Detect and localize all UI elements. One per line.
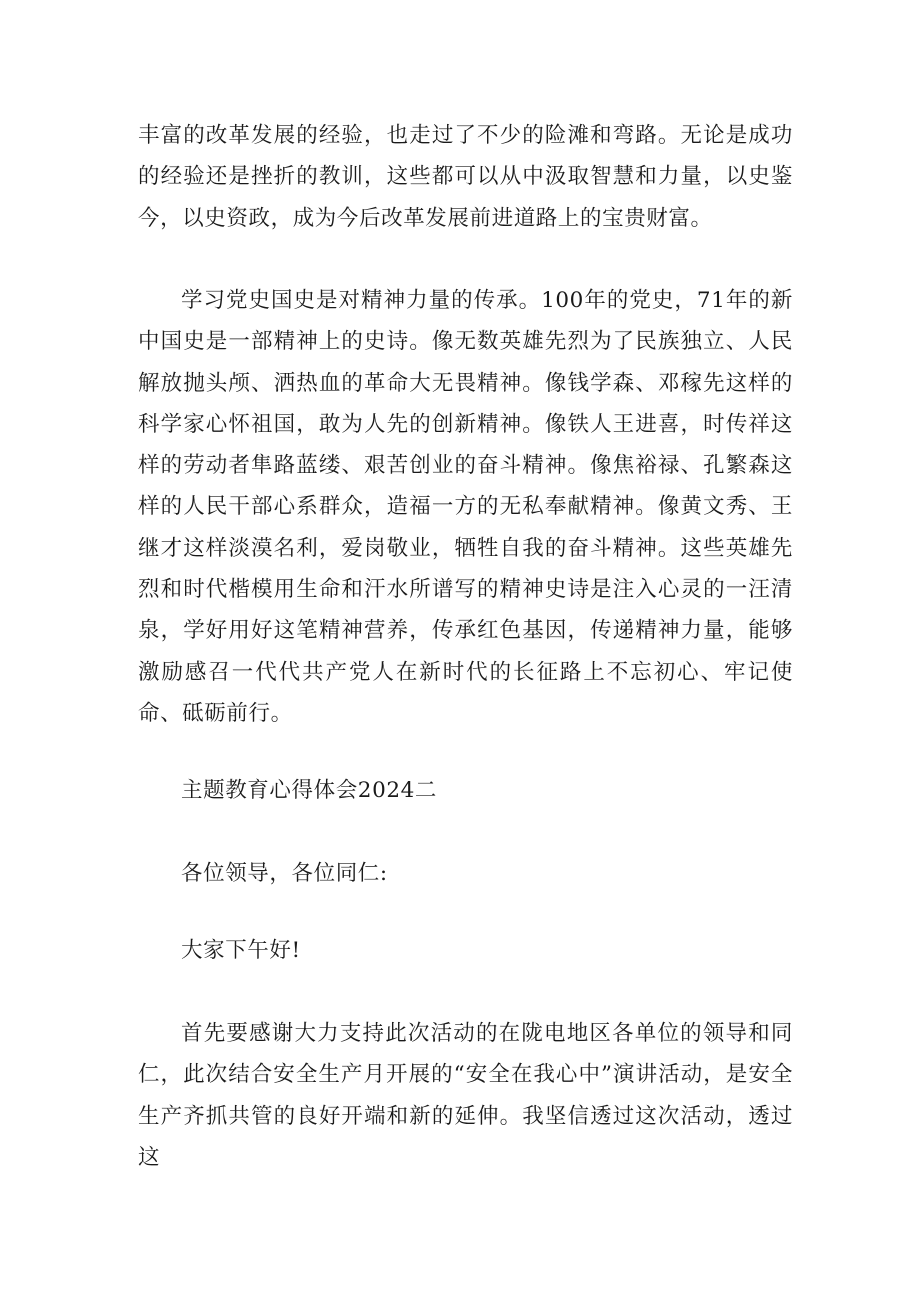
section-heading: 主题教育心得体会2024二 xyxy=(181,778,438,803)
salutation: 各位领导，各位同仁: xyxy=(181,861,388,886)
greeting: 大家下午好! xyxy=(181,938,301,963)
paragraph-spiritual-heritage: 学习党史国史是对精神力量的传承。100年的党史，71年的新中国史是一部精神上的史诗。像无数英雄先烈为了民族独立、人民解放抛头颅、洒热血的革命大无畏精神。像钱学森、邓稼先这样的科学家心怀祖国，敢为人先的创新精神。像铁人王进喜，时传祥这样的劳动者隼路蓝缕、艰苦创业的奋斗精神。像焦裕禄、孔繁森这样的人民干部心系群众，造福一方的无私奉献精神。像黄文秀、王继才这样淡漠名利，爱岗敬业，牺牲自我的奋斗精神。这些英雄先烈和时代楷模用生命和汗水所谱写的精神史诗是注入心灵的一汪清泉，学好用好这笔精神营养，传承红色基因，传递精神力量，能够激励感召一代代共产党人在新时代的长征路上不忘初心、牢记使命、砥砺前行。 xyxy=(138,288,793,726)
paragraph-thanks: 首先要感谢大力支持此次活动的在陇电地区各单位的领导和同仁，此次结合安全生产月开展的“安全在我心中”演讲活动，是安全生产齐抓共管的良好开端和新的延伸。我坚信透过这次活动，透过这 xyxy=(138,1021,793,1170)
paragraph-continuation: 丰富的改革发展的经验，也走过了不少的险滩和弯路。无论是成功的经验还是挫折的教训，这些都可以从中汲取智慧和力量，以史鉴今，以史资政，成为今后改革发展前进道路上的宝贵财富。 xyxy=(138,123,793,231)
